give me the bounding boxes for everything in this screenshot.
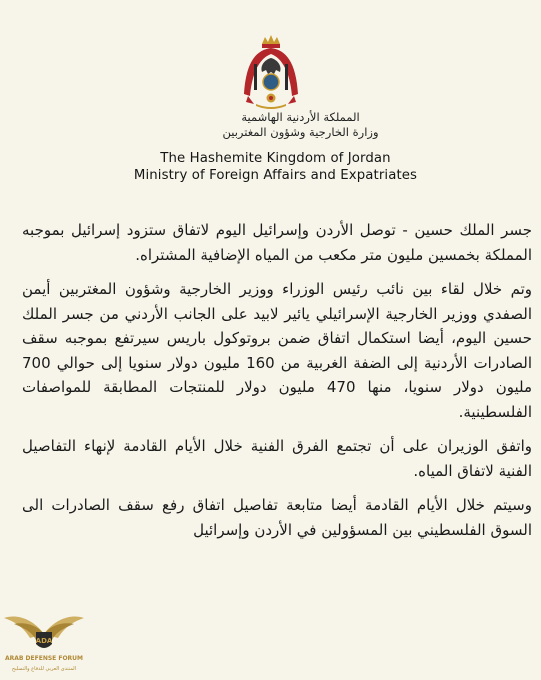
english-kingdom-name: The Hashemite Kingdom of Jordan [160,151,391,166]
paragraph: وتم خلال لقاء بين نائب رئيس الوزراء ووزير الخارجية وشؤون المغتربين أيمن الصفدي ووزير الخارجية الإسرائيلي يائير لابيد على الجانب الأردني من جسر الملك حسين اليوم، أيضا استكمال اتفاق ضمن بروتوكول باريس سيرتفع بموجبه سقف الصادرات الأردنية إلى الضفة الغربية من 160 مليون دولار سنويا إلى حوالي 700 مليون دولار سنويا، منها 470 مليون دولار للمنتجات المطابقة للمواصفات الفلسطينية. [22,280,533,421]
paragraph: وسيتم خلال الأيام القادمة أيضا متابعة تفاصيل اتفاق رفع سقف الصادرات الى السوق الفلسطيني بين المسؤولين في الأردن وإسرائيل [22,496,532,539]
arabic-kingdom-name: المملكة الأردنية الهاشمية [241,110,360,124]
paragraph: واتفق الوزيران على أن تجتمع الفرق الفنية خلال الأيام القادمة لإنهاء التفاصيل الفنية لاتفاق المياه. [22,437,532,480]
english-ministry-name: Ministry of Foreign Affairs and Expatriates [133,168,418,183]
svg-text:ARAB DEFENSE FORUM: ARAB DEFENSE FORUM [4,655,84,662]
english-letterhead [0,150,541,184]
paragraph: جسر الملك حسين - توصل الأردن وإسرائيل اليوم لاتفاق ستزود إسرائيل بموجبه المملكة بخمسين مليون متر مكعب من المياه الإضافية المشتراه. [22,221,532,264]
svg-text:ADA: ADA [35,637,53,645]
svg-text:المنتدى العربي للدفاع والتسليح: المنتدى العربي للدفاع والتسليح [11,666,77,672]
arabic-ministry-name: وزارة الخارجية وشؤون المغتربين [222,125,379,139]
statement-body [22,218,532,552]
arab-defense-forum-watermark-logo [2,604,86,680]
jordan-coat-of-arms-icon [238,34,304,110]
arabic-letterhead [0,110,541,140]
